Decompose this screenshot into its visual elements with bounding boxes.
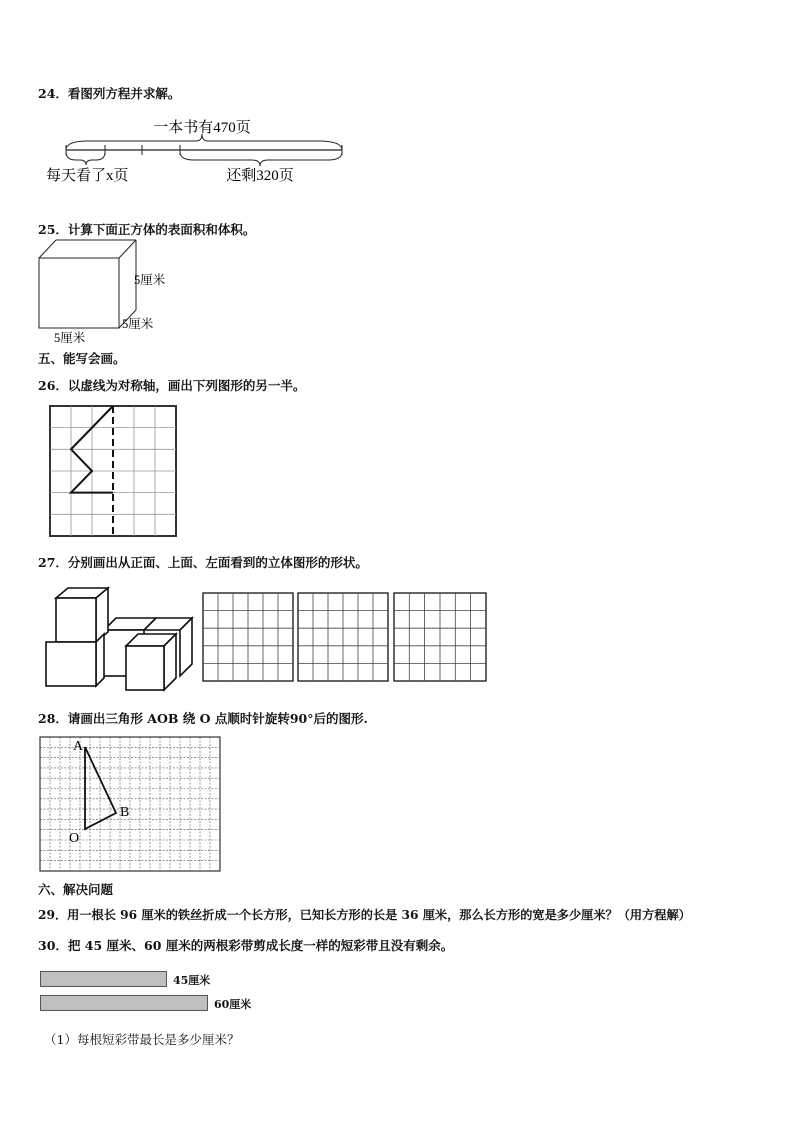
q25-edge-right: 5厘米 xyxy=(134,273,166,287)
q24-right-label: 还剩320页 xyxy=(226,168,294,184)
q25-edge-bottom: 5厘米 xyxy=(54,331,86,345)
q27-solid-figure xyxy=(44,586,196,690)
q26-symmetry-grid xyxy=(48,404,180,538)
q27-view-grid-2 xyxy=(297,592,389,682)
q26-text: 26．以虚线为对称轴，画出下列图形的另一半。 xyxy=(38,378,306,393)
q25-edge-depth: 5厘米 xyxy=(122,317,154,331)
q24-brace-diagram xyxy=(46,114,360,186)
ribbon-label-45: 45厘米 xyxy=(173,974,211,987)
q28-point-a: A xyxy=(73,739,84,754)
ribbon-bar-45 xyxy=(40,971,167,987)
q28-point-b: B xyxy=(120,805,130,820)
q28-text: 28．请画出三角形 AOB 绕 O 点顺时针旋转90°后的图形. xyxy=(38,711,368,726)
q24-left-label: 每天看了x页 xyxy=(46,168,129,184)
q27-view-grid-1 xyxy=(202,592,294,682)
q24-top-label: 一本书有470页 xyxy=(153,120,251,136)
q27-text: 27．分别画出从正面、上面、左面看到的立体图形的形状。 xyxy=(38,555,368,570)
q24-text: 24．看图列方程并求解。 xyxy=(38,86,181,101)
q25-text: 25．计算下面正方体的表面积和体积。 xyxy=(38,222,256,237)
q25-cube xyxy=(36,238,186,346)
section-5-heading: 五、能写会画。 xyxy=(38,351,126,366)
q29-text: 29．用一根长 96 厘米的铁丝折成一个长方形，已知长方形的长是 36 厘米，那么长方形的宽是多少厘米？（用方程解） xyxy=(38,908,691,922)
q28-point-o: O xyxy=(69,831,80,846)
q27-view-grid-3 xyxy=(393,592,487,682)
q28-rotation-grid xyxy=(39,736,222,872)
q30-text: 30．把 45 厘米、60 厘米的两根彩带剪成长度一样的短彩带且没有剩余。 xyxy=(38,938,454,953)
section-6-heading: 六、解决问题 xyxy=(38,882,114,897)
ribbon-label-60: 60厘米 xyxy=(214,998,252,1011)
q30-sub1-text: （1）每根短彩带最长是多少厘米？ xyxy=(44,1032,240,1047)
ribbon-bar-60 xyxy=(40,995,208,1011)
